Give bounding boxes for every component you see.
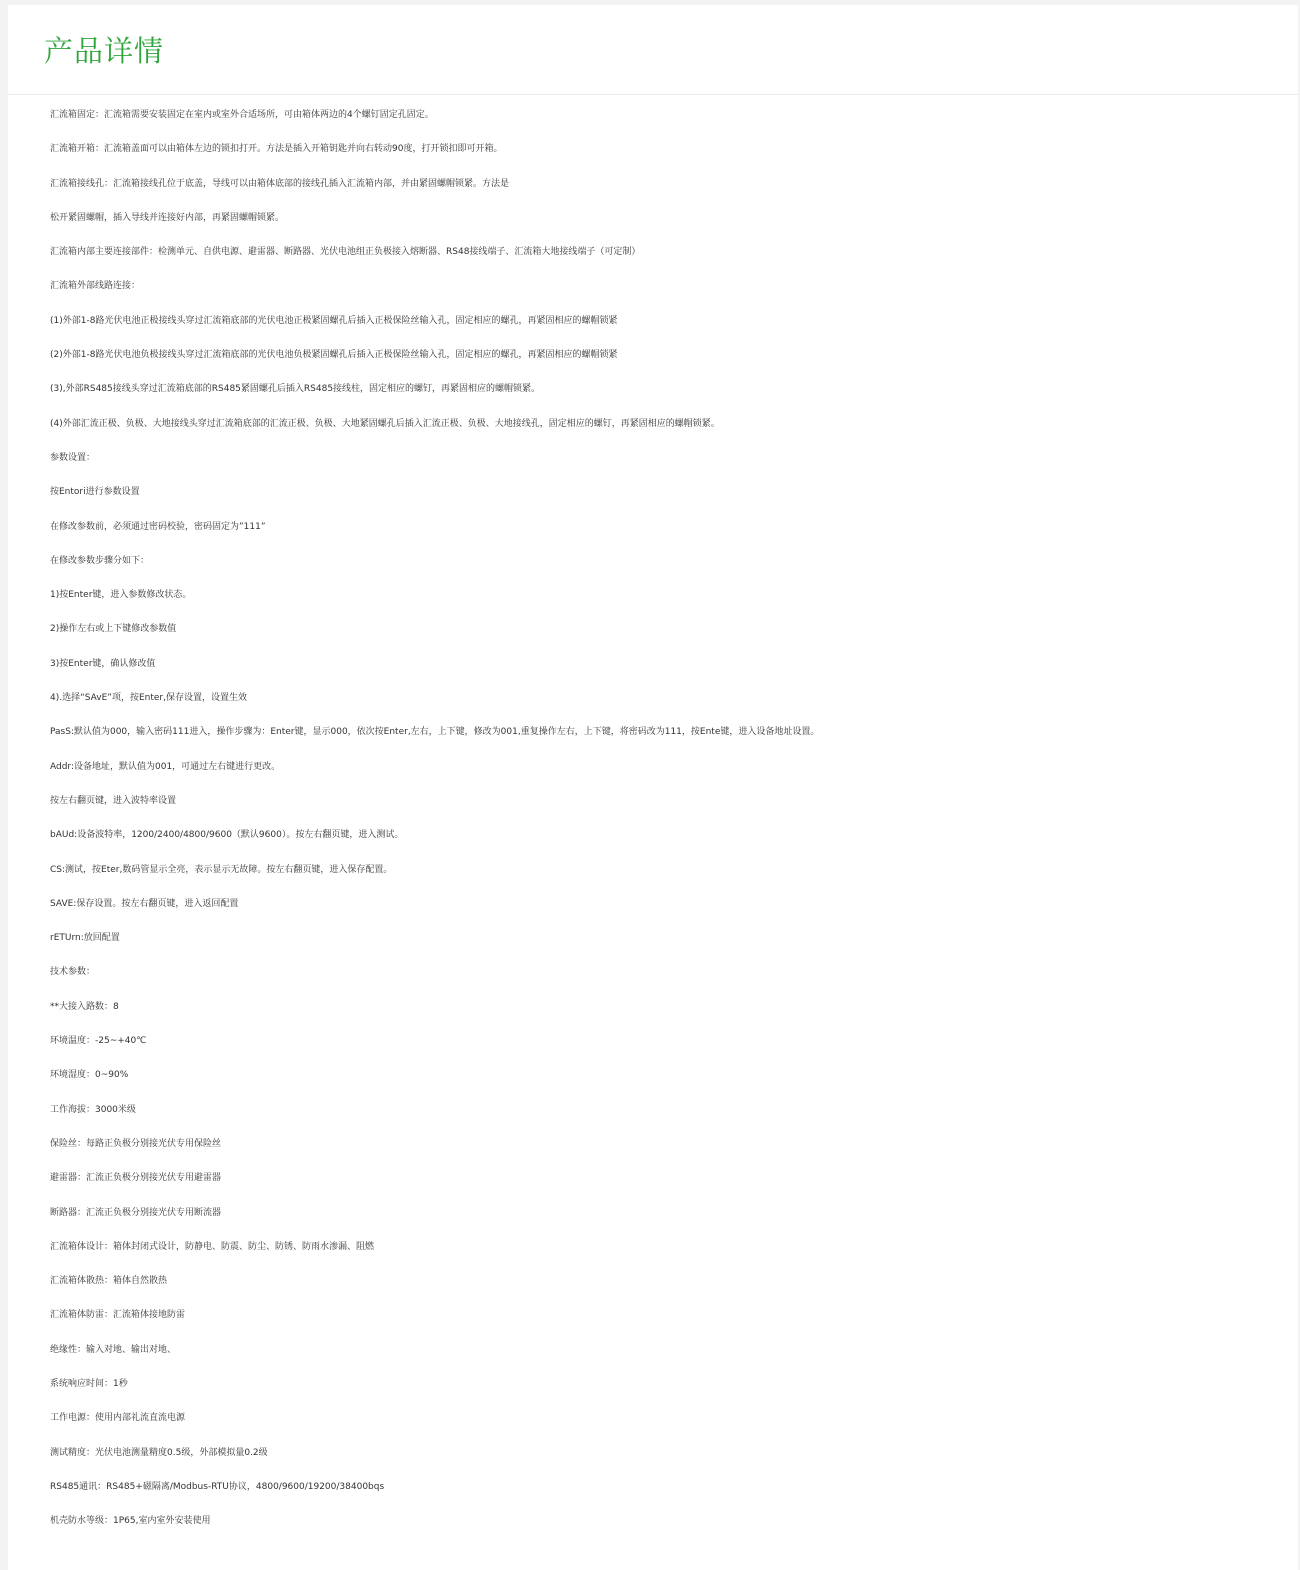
description-line: 汇流箱体设计：箱体封闭式设计，防静电、防震、防尘、防锈、防雨水渗漏、阻燃 [50,1241,375,1252]
description-line: 环境湿度：0~90% [50,1070,129,1081]
description-line: rETUrn:放回配置 [50,933,120,944]
description-line: 汇流箱固定：汇流箱需要安装固定在室内或室外合适场所，可由箱体两边的4个螺钉固定孔固定。 [50,110,434,120]
description-line: (3),外部RS485接线头穿过汇流箱底部的RS485紧固螺孔后插入RS485接线柱，固定相应的螺钉，再紧固相应的螺帽锁紧。 [50,384,541,395]
description-line: **大接入路数：8 [50,1001,119,1012]
description-line: 保险丝：每路正负极分别接光伏专用保险丝 [50,1138,222,1149]
description-line: 按左右翻页键，进入波特率设置 [50,795,177,806]
description-line: 在修改参数前，必须通过密码校验，密码固定为”111” [50,521,266,532]
description-line: 按Entori进行参数设置 [50,487,140,498]
product-description [8,98,1298,1538]
description-line: (4)外部汇流正极、负极、大地接线头穿过汇流箱底部的汇流正极、负极、大地紧固螺孔后插入汇流正极、负极、大地接线孔，固定相应的螺钉，再紧固相应的螺帽锁紧。 [50,418,720,429]
description-line: CS:测试，按Eter,数码管显示全亮，表示显示无故障。按左右翻页键，进入保存配置。 [50,864,393,875]
description-line: 汇流箱开箱：汇流箱盖面可以由箱体左边的锁扣打开。方法是插入开箱钥匙并向右转动90度，打开锁扣即可开箱。 [50,144,503,155]
description-line: 避雷器：汇流正负极分别接光伏专用避雷器 [50,1173,222,1184]
description-line: 4).选择“SAvE”项，按Enter,保存设置，设置生效 [50,693,247,704]
description-line: 汇流箱体防雷：汇流箱体接地防雷 [50,1310,186,1321]
description-line: RS485通讯：RS485+磁隔离/Modbus-RTU协议，4800/9600/19200/38400bqs [50,1481,385,1492]
description-line: PasS:默认值为000，输入密码111进入，操作步骤为：Enter键，显示000，依次按Enter,左右，上下键，修改为001,重复操作左右，上下键，将密码改为111，按Ente键，进入设备地址设置。 [50,727,820,738]
description-line: 汇流箱内部主要连接部件：检测单元、自供电源、避雷器、断路器、光伏电池组正负极接入熔断器、RS48接线端子、汇流箱大地接线端子（可定制） [50,247,641,258]
description-line: 参数设置： [50,452,96,463]
description-line: 松开紧固螺帽，插入导线并连接好内部，再紧固螺帽锁紧。 [50,212,285,223]
panel-header [8,5,1298,95]
description-line: 绝缘性：输入对地、输出对地、 [50,1344,177,1355]
description-line: 机壳防水等级：1P65,室内室外安装使用 [50,1516,211,1527]
description-line: (1)外部1-8路光伏电池正极接线头穿过汇流箱底部的光伏电池正极紧固螺孔后插入正极保险丝输入孔，固定相应的螺孔，再紧固相应的螺帽锁紧 [50,315,618,326]
description-line: 工作海拔：3000米级 [50,1104,136,1115]
description-line: 系统响应时间：1秒 [50,1378,128,1389]
description-line: 断路器：汇流正负极分别接光伏专用断流器 [50,1207,222,1218]
description-line: 工作电源：使用内部礼流直流电源 [50,1413,186,1424]
description-line: (2)外部1-8路光伏电池负极接线头穿过汇流箱底部的光伏电池负极紧固螺孔后插入正极保险丝输入孔，固定相应的螺孔，再紧固相应的螺帽锁紧 [50,350,618,361]
description-line: 3)按Enter键，确认修改值 [50,658,156,669]
description-line: 测试精度：光伏电池测量精度0.5级，外部模拟量0.2级 [50,1447,268,1458]
description-line: Addr:设备地址，默认值为001，可通过左右键进行更改。 [50,761,281,772]
product-detail-panel [8,5,1298,1570]
description-line: bAUd:设备波特率，1200/2400/4800/9600（默认9600）。按左右翻页键，进入测试。 [50,830,404,841]
description-line: 技术参数： [50,967,96,978]
description-line: 汇流箱体散热：箱体自然散热 [50,1276,168,1287]
description-line: 在修改参数步骤分如下： [50,555,150,566]
description-line: 汇流箱外部线路连接： [50,281,141,292]
description-line: 环境温度：-25~+40℃ [50,1036,147,1047]
page-title: 产品详情 [44,34,165,68]
description-line: SAVE:保存设置。按左右翻页键，进入返回配置 [50,898,239,909]
description-line: 1)按Enter键，进入参数修改状态。 [50,590,192,601]
description-line: 2)操作左右或上下键修改参数值 [50,624,177,635]
description-line: 汇流箱接线孔：汇流箱接线孔位于底盖，导线可以由箱体底部的接线孔插入汇流箱内部，并由紧固螺帽锁紧。方法是 [50,178,510,189]
